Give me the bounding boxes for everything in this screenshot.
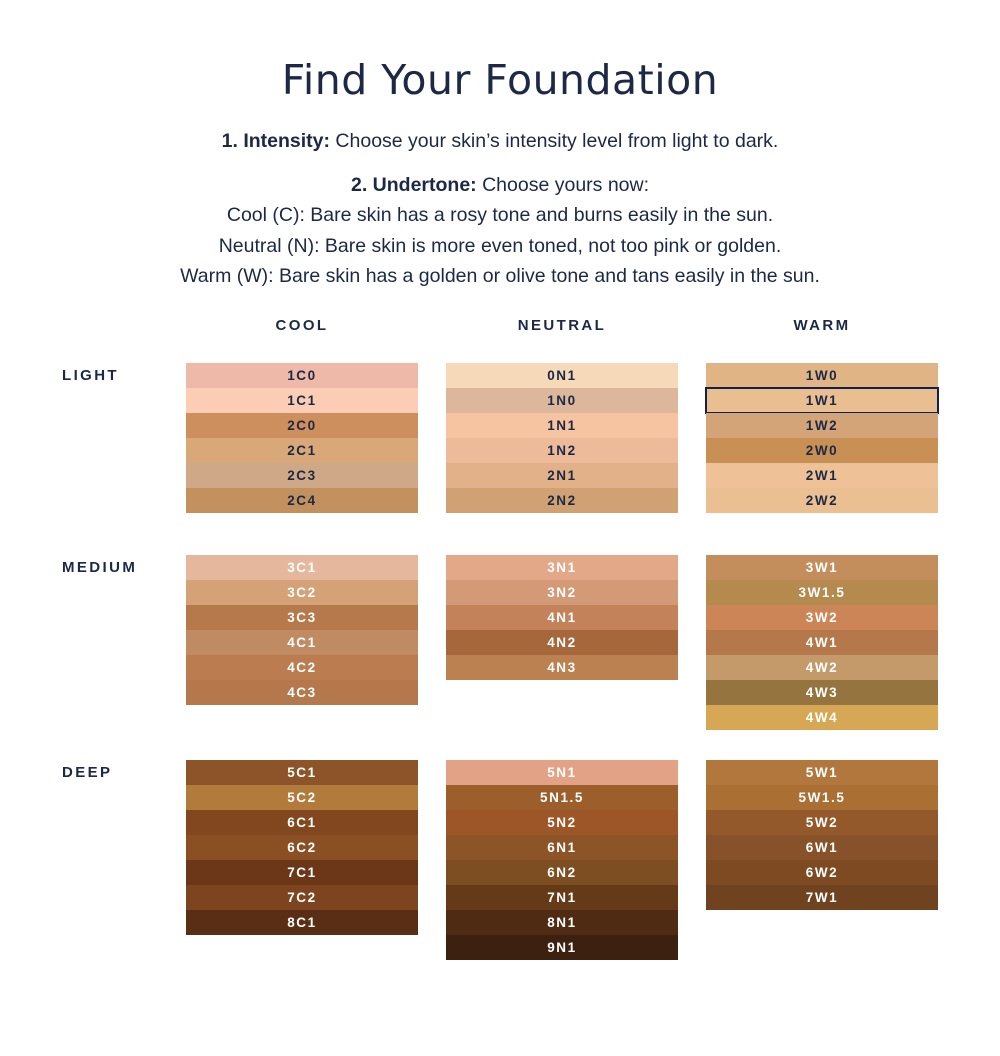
instruction-label: 1. Intensity: [221,130,330,152]
shade-swatch[interactable]: 7W1 [706,885,938,910]
shade-swatch[interactable]: 5W2 [706,810,938,835]
shade-swatch[interactable]: 2N1 [446,463,678,488]
shade-swatch[interactable]: 3N1 [446,555,678,580]
instruction-text: Cool (C): Bare skin has a rosy tone and burns easily in the sun. [226,204,774,227]
shade-swatch[interactable]: 2C1 [186,438,418,463]
shade-swatch[interactable]: 4W4 [706,705,938,730]
shade-swatch[interactable]: 1C1 [186,388,418,413]
shade-swatch[interactable]: 3N2 [446,580,678,605]
swatch-column-medium-neutral [446,555,678,680]
shade-swatch[interactable]: 5W1.5 [706,785,938,810]
swatch-column-deep-warm [706,760,938,910]
shade-swatch[interactable]: 5W1 [706,760,938,785]
shade-swatch[interactable]: 3C1 [186,555,418,580]
shade-swatch[interactable]: 9N1 [446,935,678,960]
instruction-line [0,261,1000,291]
column-header-cool: COOL [275,317,329,335]
shade-swatch[interactable]: 5N2 [446,810,678,835]
shade-swatch[interactable]: 2C4 [186,488,418,513]
swatch-column-deep-cool [186,760,418,935]
shade-swatch[interactable]: 4N1 [446,605,678,630]
shade-swatch[interactable]: 2C0 [186,413,418,438]
instruction-line [0,126,1000,156]
swatch-column-medium-cool [186,555,418,705]
foundation-shade-finder-page [0,56,1000,1056]
shade-swatch[interactable]: 4C2 [186,655,418,680]
instruction-line [0,200,1000,230]
shade-swatch[interactable]: 3W2 [706,605,938,630]
shade-swatch[interactable]: 7C1 [186,860,418,885]
column-headers [0,317,1000,343]
shade-swatch[interactable]: 1N0 [446,388,678,413]
instructions-block [0,126,1000,291]
shade-swatch[interactable]: 6W1 [706,835,938,860]
shade-swatch[interactable]: 3C2 [186,580,418,605]
shade-swatch[interactable]: 4W2 [706,655,938,680]
row-label-light: LIGHT [62,367,119,385]
page-title: Find Your Foundation [281,56,719,104]
column-header-warm: WARM [793,317,851,335]
shade-swatch[interactable]: 2W2 [706,488,938,513]
shade-swatch[interactable]: 5N1.5 [446,785,678,810]
instruction-line [0,231,1000,261]
instruction-line [0,170,1000,200]
shade-swatch[interactable]: 1W2 [706,413,938,438]
shade-swatch[interactable]: 1C0 [186,363,418,388]
instruction-text: Neutral (N): Bare skin is more even toned, not too pink or golden. [218,234,782,257]
shade-swatch[interactable]: 6C2 [186,835,418,860]
shade-swatch[interactable]: 3C3 [186,605,418,630]
shade-swatch[interactable]: 6N1 [446,835,678,860]
swatch-column-light-cool [186,363,418,513]
instruction-text: Choose your skin’s intensity level from light to dark. [330,130,779,152]
shade-swatch[interactable]: 4C3 [186,680,418,705]
row-label-medium: MEDIUM [62,559,138,577]
shade-swatch[interactable]: 4W3 [706,680,938,705]
shade-swatch[interactable]: 0N1 [446,363,678,388]
shade-swatch[interactable]: 1W0 [706,363,938,388]
shade-swatch[interactable]: 5C1 [186,760,418,785]
shade-swatch[interactable]: 5N1 [446,760,678,785]
shade-swatch[interactable]: 5C2 [186,785,418,810]
shade-swatch[interactable]: 4W1 [706,630,938,655]
shade-chart [0,317,1000,960]
instruction-label: 2. Undertone: [350,174,477,197]
shade-swatch[interactable]: 4N2 [446,630,678,655]
shade-swatch[interactable]: 2W0 [706,438,938,463]
shade-swatch[interactable]: 4N3 [446,655,678,680]
shade-swatch[interactable]: 6W2 [706,860,938,885]
shade-swatch[interactable]: 3W1.5 [706,580,938,605]
instruction-text: Choose yours now: [476,174,650,197]
shade-swatch[interactable]: 1W1 [706,388,938,413]
swatch-column-medium-warm [706,555,938,730]
shade-swatch[interactable]: 2W1 [706,463,938,488]
shade-swatch[interactable]: 3W1 [706,555,938,580]
shade-swatch[interactable]: 8N1 [446,910,678,935]
chart-rows [0,343,1000,960]
shade-swatch[interactable]: 1N2 [446,438,678,463]
shade-swatch[interactable]: 8C1 [186,910,418,935]
shade-swatch[interactable]: 1N1 [446,413,678,438]
shade-swatch[interactable]: 4C1 [186,630,418,655]
swatch-column-light-neutral [446,363,678,513]
instruction-text: Warm (W): Bare skin has a golden or olive tone and tans easily in the sun. [180,264,820,287]
swatch-column-deep-neutral [446,760,678,960]
swatch-column-light-warm [706,363,938,513]
shade-swatch[interactable]: 7C2 [186,885,418,910]
column-header-neutral: NEUTRAL [517,317,607,335]
shade-swatch[interactable]: 6N2 [446,860,678,885]
shade-swatch[interactable]: 2C3 [186,463,418,488]
shade-swatch[interactable]: 2N2 [446,488,678,513]
row-label-deep: DEEP [62,764,113,782]
shade-swatch[interactable]: 7N1 [446,885,678,910]
shade-swatch[interactable]: 6C1 [186,810,418,835]
